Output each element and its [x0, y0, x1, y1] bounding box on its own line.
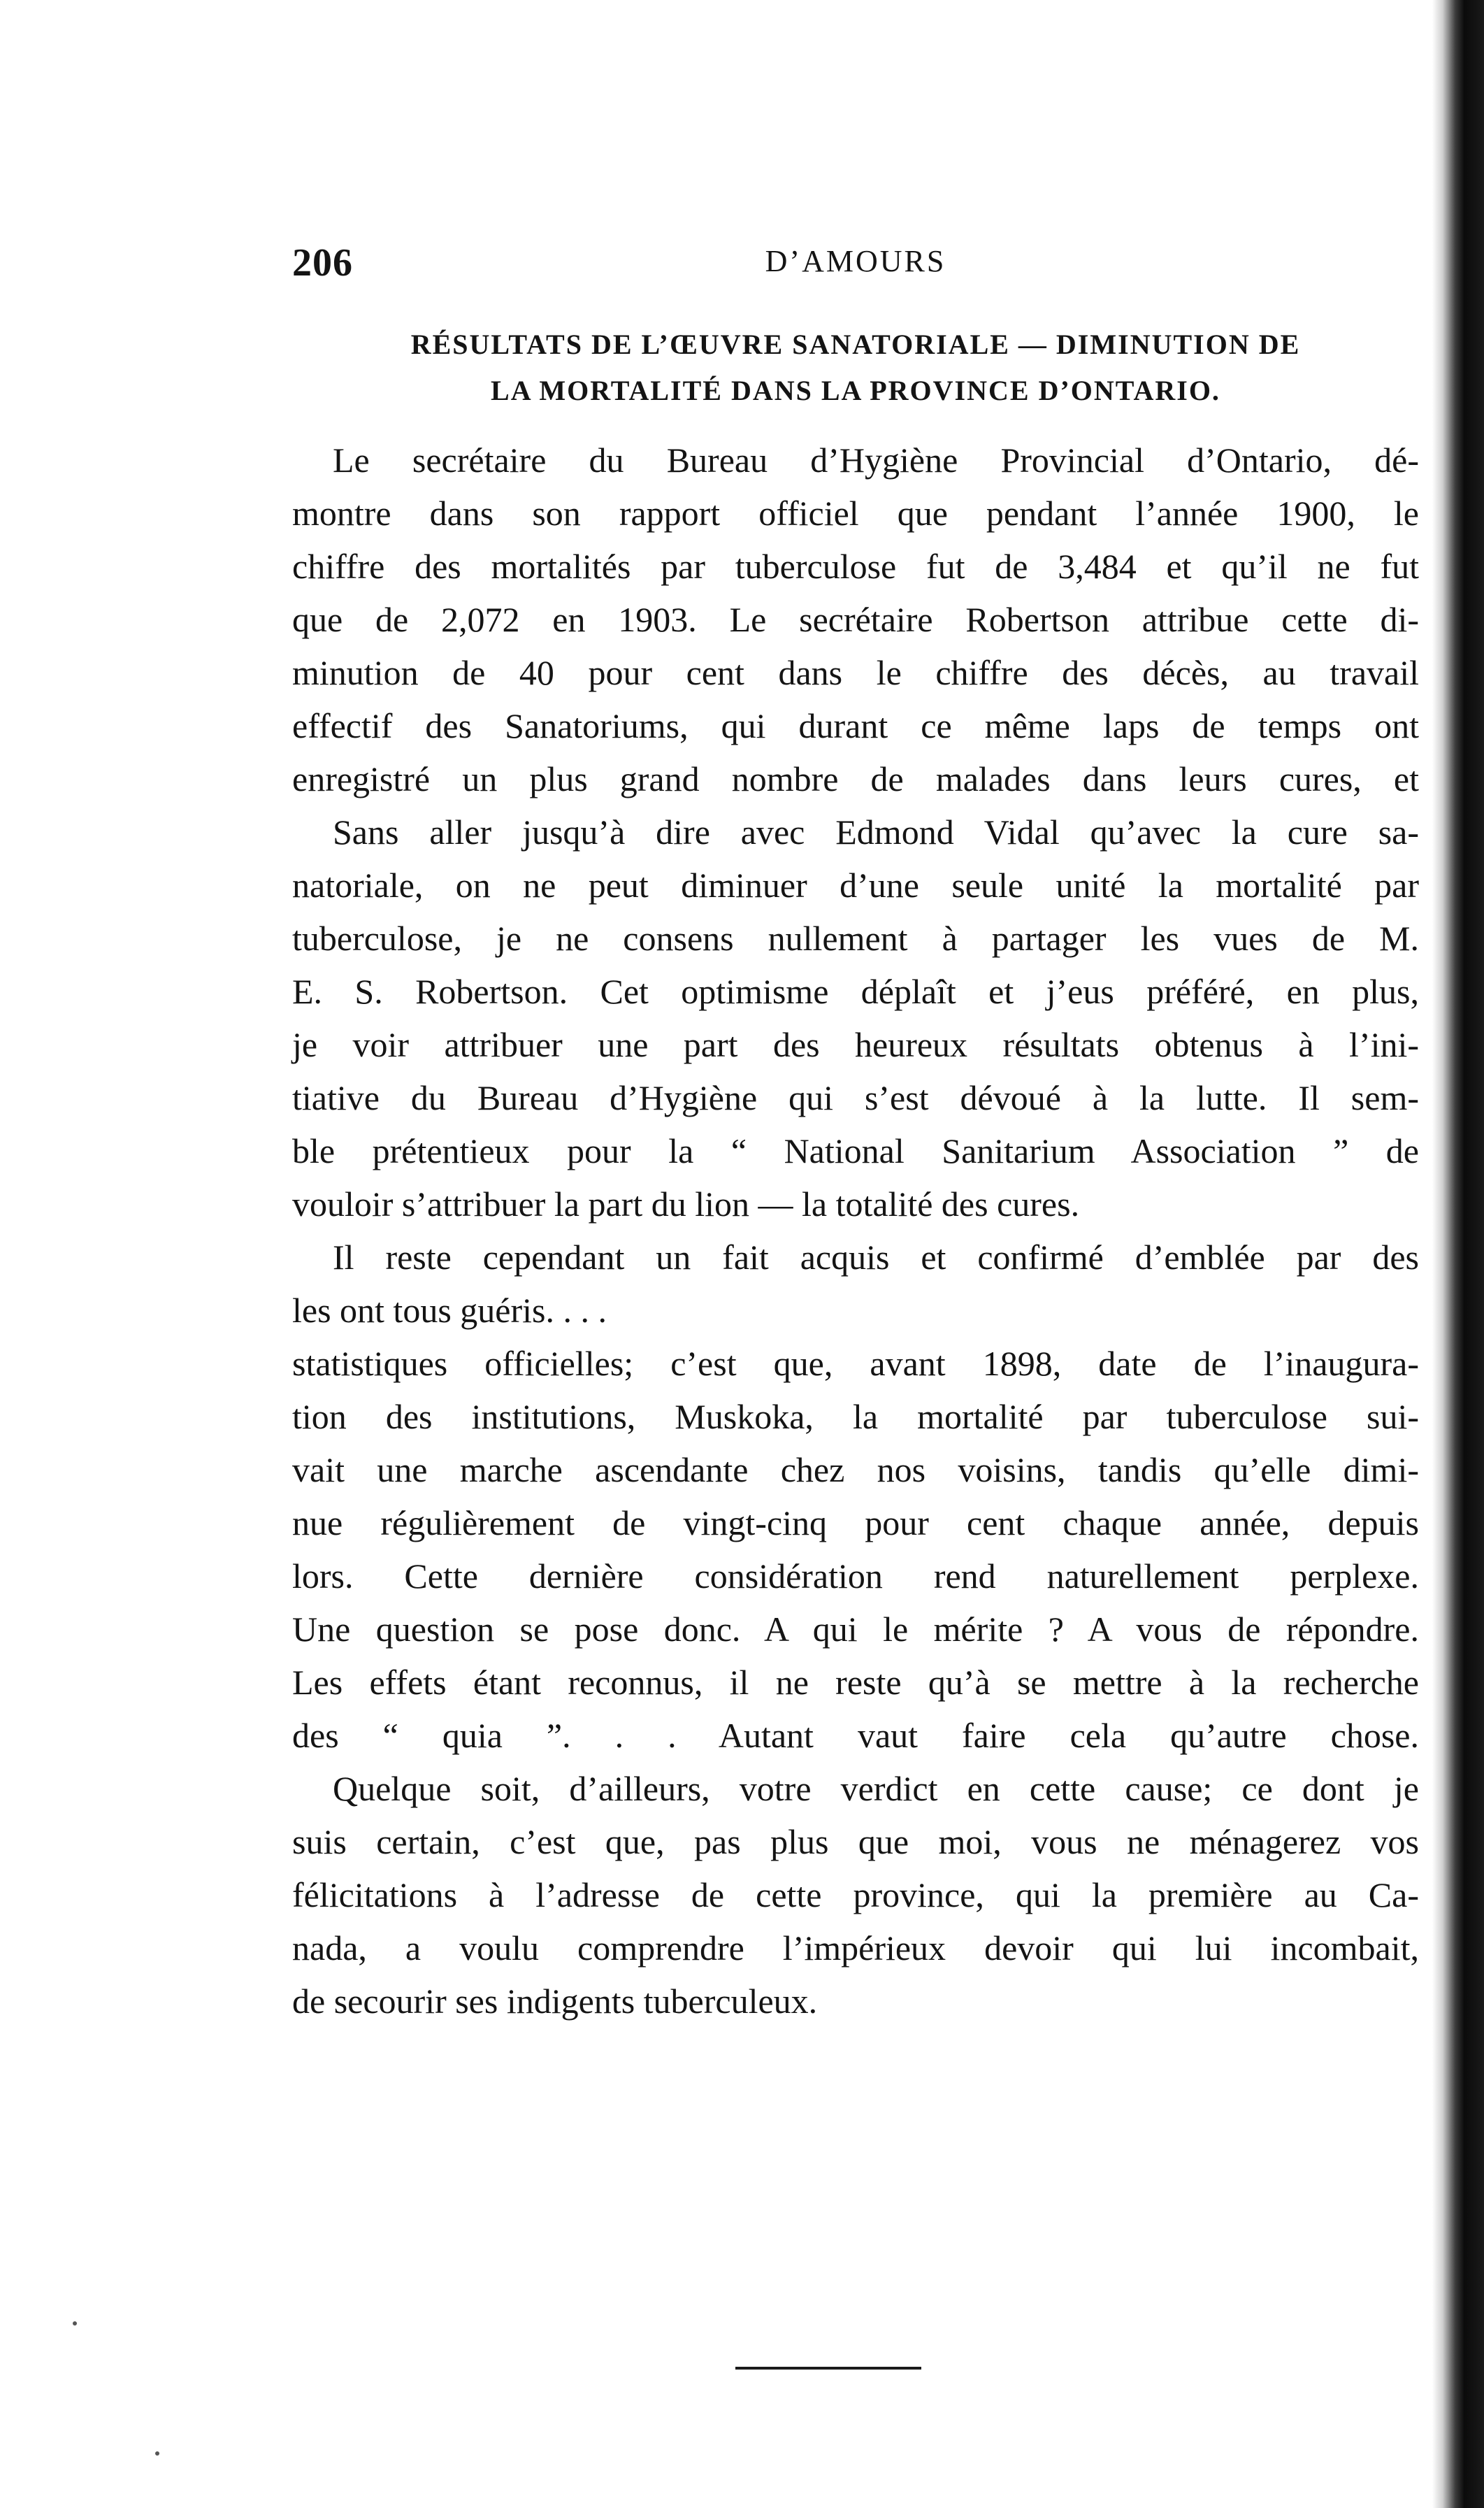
text-line: natoriale, on ne peut diminuer d’une seule unité la mortalité par [292, 866, 1419, 905]
text-line: nada, a voulu comprendre l’impérieux devoir qui lui incombait, [292, 1928, 1419, 1968]
scan-speck [155, 2451, 159, 2456]
text-line: tuberculose, je ne consens nullement à partager les vues de M. [292, 919, 1419, 958]
scan-speck [73, 2321, 77, 2326]
section-heading [292, 322, 1419, 414]
text-line: statistiques officielles; c’est que, avant 1898, date de l’inaugura- [292, 1344, 1419, 1383]
text-line: des “ quia ”. . . Autant vaut faire cela qu’autre chose. [292, 1716, 1419, 1755]
text-line: vait une marche ascendante chez nos voisins, tandis qu’elle dimi- [292, 1450, 1419, 1489]
text-line: effectif des Sanatoriums, qui durant ce même laps de temps ont [292, 706, 1419, 745]
page-number: 206 [292, 241, 353, 285]
text-line: Il reste cependant un fait acquis et confirmé d’emblée par des [333, 1238, 1419, 1277]
text-line: Le secrétaire du Bureau d’Hygiène Provincial d’Ontario, dé- [333, 440, 1419, 480]
body-text [292, 433, 1419, 2028]
end-rule [735, 2367, 921, 2370]
text-line: les ont tous guéris. . . . [292, 1291, 607, 1330]
paragraph-1 [292, 433, 1419, 805]
text-line: enregistré un plus grand nombre de malades dans leurs cures, et [292, 759, 1419, 798]
text-line: Une question se pose donc. A qui le mérite ? A vous de répondre. [292, 1610, 1419, 1649]
text-line: Sans aller jusqu’à dire avec Edmond Vidal qu’avec la cure sa- [333, 812, 1419, 852]
text-line: E. S. Robertson. Cet optimisme déplaît et j’eus préféré, en plus, [292, 972, 1419, 1011]
text-line: montre dans son rapport officiel que pendant l’année 1900, le [292, 494, 1419, 533]
text-line: tion des institutions, Muskoka, la mortalité par tuberculose sui- [292, 1397, 1419, 1436]
text-line: nue régulièrement de vingt-cinq pour cent chaque année, depuis [292, 1503, 1419, 1542]
text-line: chiffre des mortalités par tuberculose fut de 3,484 et qu’il ne fut [292, 547, 1419, 586]
scanned-page-edge [1432, 0, 1484, 2508]
text-line: tiative du Bureau d’Hygiène qui s’est dévoué à la lutte. Il sem- [292, 1078, 1419, 1117]
text-line: lors. Cette dernière considération rend naturellement perplexe. [292, 1556, 1419, 1596]
paragraph-4 [292, 1762, 1419, 2028]
text-line: que de 2,072 en 1903. Le secrétaire Robertson attribue cette di- [292, 600, 1419, 639]
text-line: minution de 40 pour cent dans le chiffre des décès, au travail [292, 653, 1419, 692]
text-line: de secourir ses indigents tuberculeux. [292, 1982, 818, 2021]
section-heading-line-1: RÉSULTATS DE L’ŒUVRE SANATORIALE — DIMINUTION DE [410, 329, 1301, 360]
text-line: je voir attribuer une part des heureux résultats obtenus à l’ini- [292, 1025, 1419, 1064]
text-line-muskoka [292, 1390, 1419, 1443]
section-heading-line-2: LA MORTALITÉ DANS LA PROVINCE D’ONTARIO. [491, 375, 1220, 406]
paragraph-2 [292, 805, 1419, 1231]
text-line: ble prétentieux pour la “ National Sanitarium Association ” de [292, 1131, 1419, 1170]
text-line: Quelque soit, d’ailleurs, votre verdict en cette cause; ce dont je [333, 1769, 1419, 1808]
text-line: vouloir s’attribuer la part du lion — la totalité des cures. [292, 1184, 1080, 1224]
running-head [292, 241, 1419, 289]
running-title: D’AMOURS [765, 244, 946, 278]
text-line: Les effets étant reconnus, il ne reste qu’à se mettre à la recherche [292, 1663, 1419, 1702]
text-line: suis certain, c’est que, pas plus que moi, vous ne ménagerez vos [292, 1822, 1419, 1861]
paragraph-3 [292, 1231, 1419, 1762]
text-line: félicitations à l’adresse de cette province, qui la première au Ca- [292, 1875, 1419, 1914]
